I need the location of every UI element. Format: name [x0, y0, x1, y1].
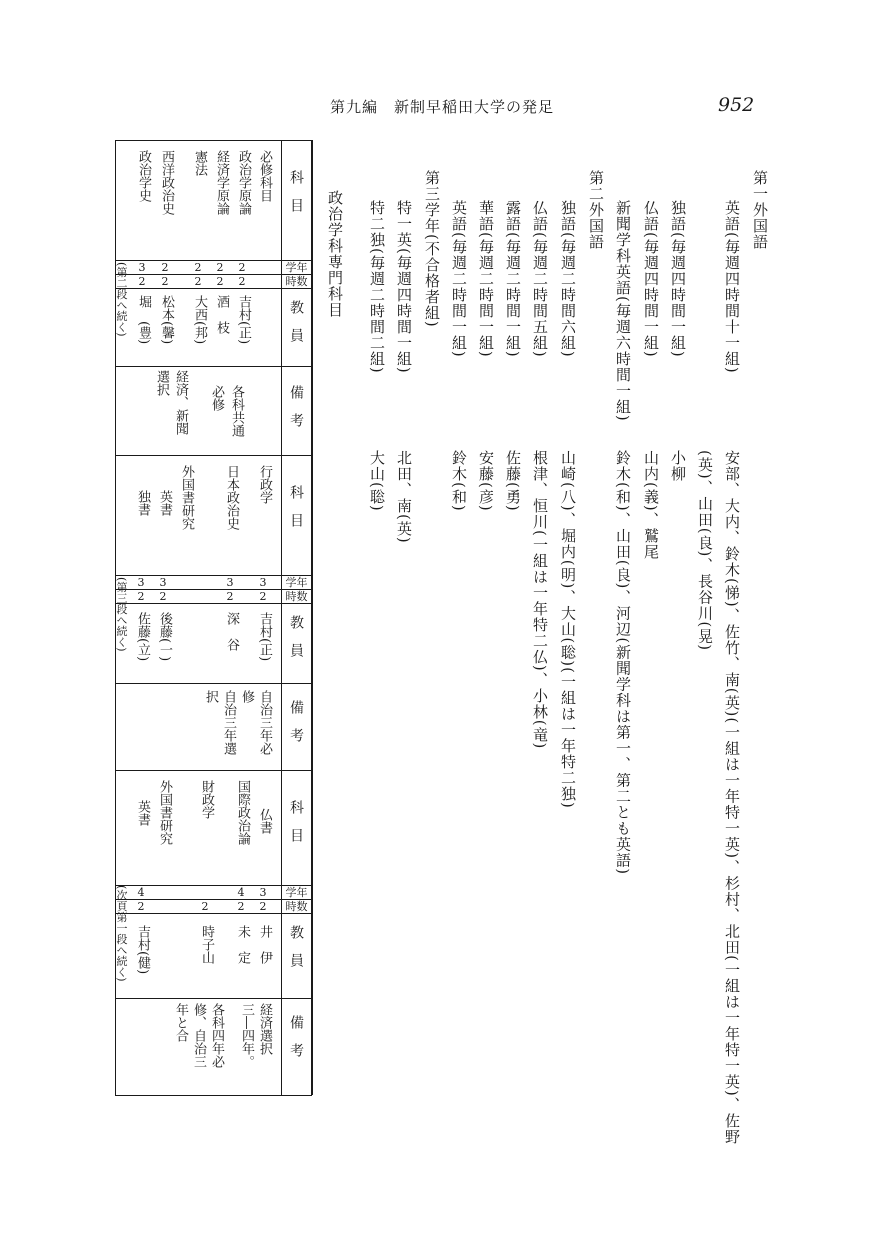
b2-row5-hours: 2	[137, 590, 145, 603]
heading-third-year: 第三学年(不合格者組)	[423, 170, 441, 328]
course-english-2: 英語(毎週二時間一組)	[450, 200, 468, 358]
teachers-chinese-2: 安藤(彦)	[477, 450, 495, 512]
page-header: 第九編 新制早稲田大学の発足	[330, 98, 555, 116]
b3-row2-subject: 国際政治論	[235, 780, 250, 845]
b1-row1-subject: 政治学原論	[236, 150, 251, 215]
b1-row3-teacher: 大西(邦)	[192, 295, 207, 345]
course-russian-2: 露語(毎週二時間一組)	[504, 200, 522, 358]
b3-teacher-divider	[115, 998, 312, 999]
teachers-german-1: 小柳	[669, 450, 687, 482]
course-english-1: 英語(毎週四時間十一組)	[723, 200, 741, 374]
b3-row2-hours: 2	[237, 900, 245, 913]
block-divider-2	[115, 770, 312, 771]
heading-second-foreign-language: 第二外国語	[587, 170, 605, 250]
b2-header-subject: 科 目	[288, 485, 304, 527]
b3-row1-year: 3	[259, 886, 267, 899]
course-german-1: 独語(毎週四時間一組)	[669, 200, 687, 358]
teachers-french-1: 山内(義)、鷲尾	[642, 450, 660, 560]
b3-row2-year: 4	[237, 886, 245, 899]
b3-continued-note: (次頁第一段へ続く)	[115, 885, 128, 982]
b1-row1-hours: 2	[238, 275, 246, 288]
b3-row3-teacher: 時子山	[199, 925, 214, 964]
b3-remark-5: 年と合	[173, 1003, 188, 1042]
teachers-english-2: 鈴木(和)	[450, 450, 468, 512]
b1-row5-teacher: 堀 (豊)	[136, 295, 151, 345]
b3-row3-subject: 財政学	[199, 780, 214, 819]
page-number: 952	[718, 94, 755, 116]
b1-row1-year: 2	[238, 261, 246, 274]
b3-header-teacher: 教 員	[288, 925, 304, 967]
b2-row1-teacher: 吉村(正)	[257, 612, 272, 662]
b1-required-label: 必修科目	[257, 150, 272, 202]
b1-remark-required: 必修	[209, 385, 224, 411]
teachers-russian-2: 佐藤(勇)	[504, 450, 522, 512]
b1-row5-year: 3	[138, 261, 146, 274]
course-french-2: 仏語(毎週二時間五組)	[531, 200, 549, 358]
b1-header-hours: 時数	[285, 275, 308, 288]
section-title: 政治学科専門科目	[326, 190, 344, 318]
b2-teacher-divider	[115, 683, 312, 684]
b2-remark-1: 自治三年必	[257, 690, 272, 755]
b2-row4-subject: 英書	[157, 490, 172, 516]
teachers-newspaper-english: 鈴木(和)、山田(良)、河辺(新聞学科は第一、第二とも英語)	[614, 450, 632, 876]
b1-header-subject: 科 目	[288, 170, 304, 212]
b3-header-year: 学年	[285, 886, 308, 899]
b2-row4-year: 3	[159, 576, 167, 589]
b2-row2-year: 3	[226, 576, 234, 589]
b2-header-year: 学年	[285, 576, 308, 589]
teachers-special-english: 北田、南(英)	[395, 450, 413, 544]
b2-remark-4: 択	[203, 690, 218, 703]
b1-remark-common: 各科共通	[229, 385, 244, 437]
course-special-english: 特一英(毎週四時間一組)	[395, 200, 413, 374]
block-divider-1	[115, 455, 312, 456]
b3-row5-subject: 英書	[135, 800, 150, 826]
b1-row4-teacher: 松本(馨)	[159, 295, 174, 345]
b2-row2-hours: 2	[226, 590, 234, 603]
b1-row3-subject: 憲法	[192, 150, 207, 176]
b2-header-hours: 時数	[285, 590, 308, 603]
teachers-special-german: 大山(聡)	[368, 450, 386, 512]
b2-row4-hours: 2	[159, 590, 167, 603]
b3-row5-teacher: 吉村(健)	[135, 925, 150, 975]
b2-row5-subject: 独書	[135, 490, 150, 516]
teachers-german-2: 山崎(八)、堀内(明)、大山(聡)(一組は一年特二独)	[559, 450, 577, 809]
b2-row1-year: 3	[259, 576, 267, 589]
b3-row3-hours: 2	[201, 900, 209, 913]
b1-remark-elective: 選択	[154, 370, 169, 396]
b2-remark-2: 修	[239, 690, 254, 703]
b3-year-hours-split	[115, 899, 312, 900]
b2-hours-divider	[115, 603, 312, 604]
b1-row2-year: 2	[216, 261, 224, 274]
b2-year-hours-split	[115, 589, 312, 590]
b3-row1-subject: 仏書	[257, 808, 272, 834]
course-german-2: 独語(毎週二時間六組)	[559, 200, 577, 358]
b1-header-year: 学年	[285, 261, 308, 274]
table-top-border	[115, 140, 312, 141]
teachers-english-1-cont: (英)、山田(良)、長谷川(晃)	[696, 450, 714, 652]
course-french-1: 仏語(毎週四時間一組)	[642, 200, 660, 358]
b3-header-subject: 科 目	[288, 800, 304, 842]
b3-header-hours: 時数	[285, 900, 308, 913]
b1-row4-subject: 西洋政治史	[159, 150, 174, 215]
b2-row5-teacher: 佐藤(立)	[135, 612, 150, 662]
b1-header-remarks: 備 考	[288, 385, 304, 427]
b3-remark-1: 経済選択	[257, 1003, 272, 1055]
b2-remark-3: 自治三年選	[221, 690, 236, 755]
b2-row3-subject: 外国書研究	[179, 465, 194, 530]
b3-hours-divider	[115, 913, 312, 914]
b3-subject-divider	[115, 885, 312, 886]
b2-header-remarks: 備 考	[288, 700, 304, 742]
b1-remark-econ-news: 経済、新聞	[173, 370, 188, 435]
teachers-english-1: 安部、大内、鈴木(悌)、佐竹、南(英)(一組は一年特一英)、杉村、北田(一組は一年特一英)、佐野	[723, 450, 741, 1145]
b2-row1-subject: 行政学	[257, 465, 272, 504]
b1-row4-hours: 2	[161, 275, 169, 288]
b2-subject-divider	[115, 575, 312, 576]
heading-first-foreign-language: 第一外国語	[751, 170, 769, 250]
b2-header-teacher: 教 員	[288, 615, 304, 657]
b1-row5-hours: 2	[138, 275, 146, 288]
b1-hours-divider	[115, 288, 312, 289]
b3-row2-teacher: 未 定	[235, 925, 250, 964]
b1-row2-subject: 経済学原論	[214, 150, 229, 215]
b1-teacher-divider	[115, 366, 312, 367]
b1-row5-subject: 政治学史	[136, 150, 151, 202]
b2-row2-teacher: 深 谷	[224, 612, 239, 651]
b3-row5-hours: 2	[137, 900, 145, 913]
b1-row2-hours: 2	[216, 275, 224, 288]
b3-row4-subject: 外国書研究	[157, 780, 172, 845]
course-chinese-2: 華語(毎週二時間一組)	[477, 200, 495, 358]
table-right-border	[311, 140, 313, 1095]
b1-row4-year: 2	[161, 261, 169, 274]
b2-row4-teacher: 後藤(一)	[157, 612, 172, 662]
course-special-german: 特二独(毎週二時間二組)	[368, 200, 386, 374]
b2-row2-subject: 日本政治史	[224, 465, 239, 530]
b2-continued-note: (第三段へ続く)	[115, 577, 128, 652]
b1-row1-teacher: 吉村(正)	[236, 295, 251, 345]
b1-header-teacher: 教 員	[288, 300, 304, 342]
b3-row1-hours: 2	[259, 900, 267, 913]
b3-remark-4: 修、自治三	[191, 1003, 206, 1068]
course-newspaper-english: 新聞学科英語(毎週六時間一組)	[614, 200, 632, 422]
b2-row1-hours: 2	[259, 590, 267, 603]
b2-row5-year: 3	[137, 576, 145, 589]
table-bottom-border	[115, 1095, 312, 1096]
b3-row1-teacher: 井 伊	[257, 925, 272, 964]
b3-remark-2: 三―四年。	[239, 1003, 254, 1068]
b1-row3-hours: 2	[194, 275, 202, 288]
b3-row5-year: 4	[137, 886, 145, 899]
b3-remark-3: 各科四年必	[209, 1003, 224, 1068]
b1-continued-note: (第二段へ続く)	[115, 262, 128, 337]
b1-row3-year: 2	[194, 261, 202, 274]
b3-header-remarks: 備 考	[288, 1015, 304, 1057]
b1-row2-teacher: 酒 枝	[214, 295, 229, 334]
teachers-french-2: 根津、恒川(一組は一年特二仏)、小林(竜)	[531, 450, 549, 750]
